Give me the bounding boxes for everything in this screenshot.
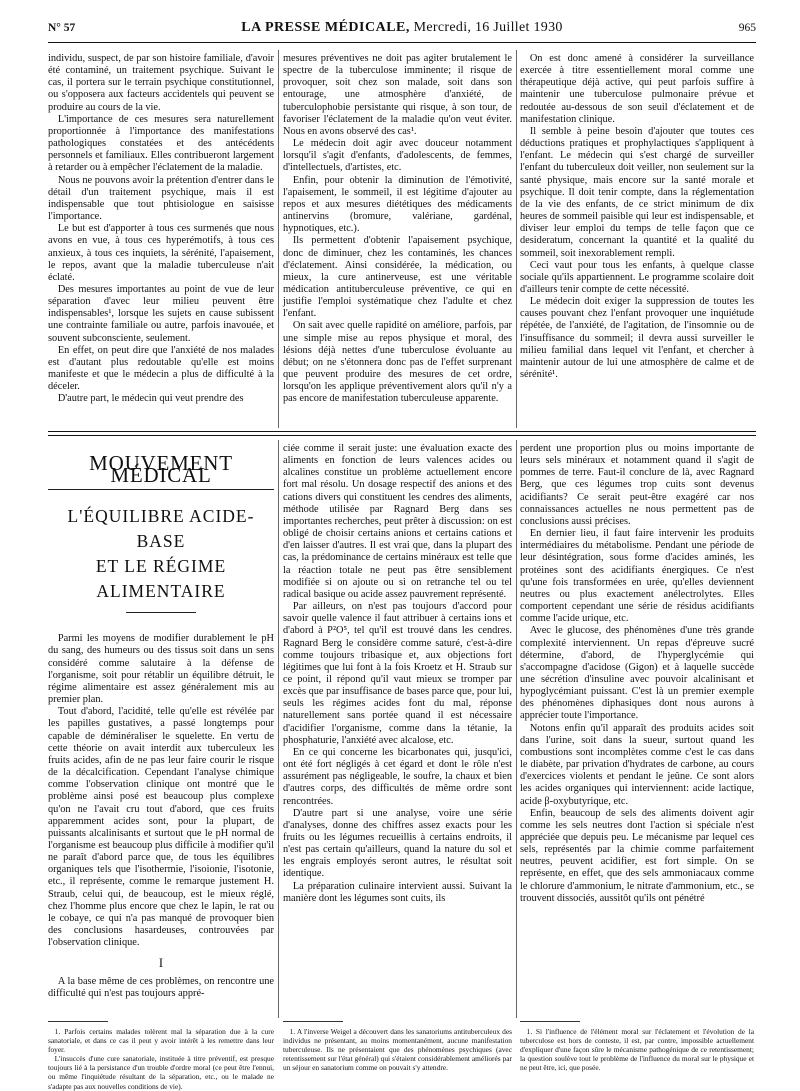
paragraph: On est donc amené à considérer la surveillance exercée à titre essentiellement moral comme une thérapeutique déjà active, qui peut parfois suffire à maintenir une tuberculose pulmonaire prévue et redoutée au-dessous de son seuil d'éclatement et de manifestation clinique.: [520, 53, 754, 125]
section-rule: [48, 435, 756, 436]
paragraph: L'importance de ces mesures sera naturellement proportionnée à l'importance des manifestations pathologiques constatées et des antécédents personnels et familiaux. Elles contribueront largement à retarder ou à empêcher l'éclatement de la maladie.: [48, 113, 274, 174]
paragraph: Le médecin doit exiger la suppression de toutes les causes pouvant chez l'enfant provoquer une inquiétude répétée, de l'anxiété, de l'agitation, de l'insomnie ou de l'insuffisance du sommeil; il devra aussi surveiller le milieu familial dans lequel vit l'enfant, et chercher à maintenir autour de lui une atmosphère de calme et de sérénité¹.: [520, 296, 754, 381]
paragraph: Des mesures importantes au point de vue de leur séparation d'avec leur milieu peuvent être indispensables¹, lorsque les sujets en cause subissent une contrainte familiale ou autre, parfois inavouée, et souvent subconsciente, seulement.: [48, 283, 274, 344]
paragraph: On sait avec quelle rapidité on améliore, parfois, par une simple mise au repos physique et moral, des lésions déjà nettes d'une tuberculose évoluante au début; on ne s'étonnera donc pas de l'effet surprenant que peuvent produire des mesures de cet ordre, lorsqu'on les applique préventivement alors qu'il n'y a pas encore de manifestation tuberculeuse apparente.: [283, 320, 512, 405]
paragraph: En dernier lieu, il faut faire intervenir les produits intermédiaires du métabolisme. Pendant une période de leur désintégration, sous forme d'acides aminés, les protéines sont des acidifiants énergiques. Ce n'est qu'une fois transformées en urée, qu'elles deviennent neutres ou plus exactement anélectrolytes. Elles comportent cependant une série de résidus acidifiants comme l'acide urique, etc.: [520, 528, 754, 625]
footnote: L'insuccès d'une cure sanatoriale, instituée à titre préventif, est presque toujours lié à la persistance d'un trouble d'ordre moral (ce peut être l'ennui, ou même l'inquiétude résultant de la séparation, etc., ou le malade ne s'adapte pas aux nouvelles conditions de vie).: [48, 1054, 274, 1091]
article-title: [48, 504, 274, 604]
footnote-rule: [48, 1021, 108, 1022]
section-title: MOUVEMENT MÉDICAL: [89, 451, 233, 488]
paragraph: Nous ne pouvons avoir la prétention d'entrer dans le détail d'un traitement psychique, mais il est indispensable que tout phtisiologue en saisisse l'importance.: [48, 174, 274, 223]
top-column-2: [283, 53, 512, 427]
column-divider: [278, 440, 279, 1018]
bottom-column-3: [520, 443, 754, 1015]
paragraph: Tout d'abord, l'acidité, telle qu'elle est révélée par les papilles gustatives, a passé longtemps pour capable de déminéraliser le squelette. En vertu de cette théorie on avait interdit aux tuberculeux les fruits acides, afin de ne pas leur faire courir le risque de la décalcification. Cependant l'analyse chimique comme l'observation clinique ont montré que le problème ainsi posé est beaucoup plus complexe qu'on ne l'avait cru tout d'abord, que ces fruits apparemment acides sont, pour la plupart, de puissants alcalinisants et surtout que le pH normal de l'organisme est beaucoup plus difficile à modifier qu'il ne paraît d'abord parce que, de tous les équilibres organiques tels que l'isothermie, l'isoionie, l'isotonie, etc., il représente, comme le remarque justement H. Straub, celui qui, de beaucoup, est le mieux réglé, chez l'homme plus encore que chez le lapin, le rat ou le cobaye, ce qui n'a pas manqué de provoquer bien des conclusions hasardeuses, controuvées par l'observation clinique.: [48, 706, 274, 949]
title-rule: [48, 489, 274, 490]
header-rule: [48, 42, 756, 43]
page-number: 965: [738, 22, 756, 34]
paragraph: Notons enfin qu'il apparaît des produits acides soit dans l'urine, soit dans la sueur, surtout quand les combustions sont incomplètes comme c'est le cas dans le diabète, par privation d'hydrates de carbone, au cours d'exercices violents et pendant le jeûne. Ce sont alors les acides organiques qui interviennent: acide lactique, acide β-oxybutyrique, etc.: [520, 722, 754, 807]
paragraph: En effet, on peut dire que l'anxiété de nos malades est d'autant plus redoutable qu'elle est moins manifeste et que le médecin a plus de difficulté à la déceler.: [48, 344, 274, 393]
running-header: [48, 18, 756, 40]
paragraph: D'autre part si une analyse, voire une série d'analyses, donne des chiffres assez exacts pour les fruits ou les légumes recueillis à certains endroits, il n'est pas certain qu'ailleurs, quand la nature du sol et les engrais employés seront autres, le résultat soit identique.: [283, 807, 512, 880]
issue-date: Mercredi, 16 Juillet 1930: [409, 20, 563, 35]
paragraph: Parmi les moyens de modifier durablement le pH du sang, des humeurs ou des tissus soit dans un sens considéré comme salutaire à la défense de l'organisme, soit pour rétablir un équilibre détruit, le régime alimentaire est assez généralement mis au premier plan.: [48, 633, 274, 706]
footnote: 1. A l'inverse Weigel a découvert dans les sanatoriums antituberculeux des individus ne présentant, au moins momentanément, aucune manifestation tuberculeuse. Ils ne présentaient que des phénomènes psychiques (avec retentissement sur l'état général) qui s'étaient considérablement améliorés par un séjour en sanatorium comme on pouvait s'y attendre.: [283, 1027, 512, 1073]
bottom-column-1: [48, 443, 274, 1015]
paragraph: Il semble à peine besoin d'ajouter que toutes ces déductions pratiques et prophylactiques s'appliquent à l'enfant. Le médecin qui s'est chargé de surveiller l'enfant du tuberculeux doit veiller, non seulement sur la santé physique, mais encore sur la santé morale et psychique. Il doit tenir compte, dans la réglementation de la vie des enfants, de ce strict minimum de dix heures de sommeil paisible qui leur est indispensable, et diviser leur emploi du temps de telle façon que ce desideratum, concernant la quantité et la qualité du sommeil, soit inexorablement rempli.: [520, 125, 754, 259]
paragraph: ciée comme il serait juste: une évaluation exacte des aliments en fonction de leurs valences acides ou alcalines constitue un problème actuellement encore fort mal résolu. Un dosage respectif des anions et des cations divers qui constituent les cendres des aliments, méthode utilisée par Ragnard Berg dans ses importantes recherches, peut prêter à discussion: on est obligé de choisir certains anions et certains cations et d'en laisser d'autres. Il est vrai que, dans la plupart des cas, la prédominance de certains minéraux est telle que la réaction totale ne peut pas être sensiblement modifiée si on ajoute ou si on retranche tel ou tel radical basique ou acide assez pauvrement représenté.: [283, 443, 512, 600]
paragraph: Le médecin doit agir avec douceur notamment lorsqu'il s'agit d'enfants, d'adolescents, de femmes, d'intellectuels, d'artistes, etc.: [283, 138, 512, 174]
title-rule: [126, 612, 196, 613]
section-number: I: [158, 956, 164, 971]
article-title-line: ET LE RÉGIME ALIMENTAIRE: [95, 556, 227, 602]
paragraph: La préparation culinaire intervient aussi. Suivant la manière dont les légumes sont cuits, ils: [283, 880, 512, 904]
paragraph: individu, suspect, de par son histoire familiale, d'avoir été contaminé, un traitement psychique. Suivant le cas, il portera sur le terrain psychique constitutionnel, ou s'opposera aux facteurs accidentels qui peuvent se produire au cours de la vie.: [48, 53, 274, 113]
footnotes-column-2: [283, 1027, 512, 1079]
journal-title: LA PRESSE MÉDICALE,: [241, 20, 410, 35]
paragraph: Avec le glucose, des phénomènes d'une très grande complexité interviennent. Un repas d'épreuve sucré détermine, d'abord, de l'hyperglycémie qui s'accompagne d'acidose (Gigon) et à laquelle succède une sécrétion d'insuline avec pouvoir alcalinisant et hypoglycémiant puissant. C'est là un premier exemple des phénomènes diphasiques dont nous aurons à apprécier toute l'importance.: [520, 625, 754, 722]
top-column-3: [520, 53, 754, 427]
paragraph: Le but est d'apporter à tous ces surmenés que nous avons en vue, à tous ces hyperémotifs, à tous ces anxieux, à tous ces inquiets, la sérénité, l'apaisement, le repos, avant que la maladie tuberculeuse n'ait éclaté.: [48, 223, 274, 283]
paragraph: A la base même de ces problèmes, on rencontre une difficulté qui n'est pas toujours appré-: [48, 975, 274, 999]
footnote: 1. Si l'influence de l'élément moral sur l'éclatement et l'évolution de la tuberculose est hors de conteste, il est, par contre, impossible actuellement d'expliquer d'une façon sûre le mécanisme pathogénique de ce retentissement; la question soulève tout le problème de l'influence du moral sur le physique et ne peut être, ici, que posée.: [520, 1027, 754, 1073]
paragraph: mesures préventives ne doit pas agiter brutalement le spectre de la tuberculose imminente; il risque de provoquer, soit chez son malade, soit dans son entourage, une atmosphère d'anxiété, de tuberculophobie persistante qui risque, à son tour, de favoriser l'éclatement de la maladie qu'on veut éviter. Nous en avons observé des cas¹.: [283, 53, 512, 137]
paragraph: Enfin, pour obtenir la diminution de l'émotivité, l'apaisement, le sommeil, il est légitime d'ajouter au repos et aux mesures diététiques des médicaments antinervins (bromure, valériane, gardénal, hypnotiques, etc.).: [283, 174, 512, 235]
footnotes-column-1: [48, 1027, 274, 1091]
article-title-line: L'ÉQUILIBRE ACIDE-BASE: [67, 506, 255, 552]
paragraph: perdent une proportion plus ou moins importante de leurs sels minéraux et notamment quand il s'agit de pommes de terre. Faut-il conclure de là, avec Ragnard Berg, que ces légumes trop cuits sont devenus acidifiants? Ce serait peut-être exagéré car nos connaissances actuelles ne nous permettent pas de conclusions aussi précises.: [520, 443, 754, 527]
journal-masthead: [48, 20, 756, 36]
top-column-1: [48, 53, 274, 427]
footnotes-column-3: [520, 1027, 754, 1079]
column-divider: [516, 440, 517, 1018]
issue-number: N° 57: [48, 22, 76, 34]
paragraph: D'autre part, le médecin qui veut prendre des: [57, 393, 244, 405]
footnote: 1. Parfois certains malades tolèrent mal la séparation due à la cure sanatoriale, et dans ce cas il peut y avoir intérêt à les remettre dans leur foyer.: [48, 1027, 274, 1055]
footnote-rule: [283, 1021, 343, 1022]
paragraph: Ceci vaut pour tous les enfants, à quelque classe sociale qu'ils appartiennent. Le programme scolaire doit d'ailleurs tenir compte de cette nécessité.: [520, 259, 754, 295]
paragraph: Par ailleurs, on n'est pas toujours d'accord pour savoir quelle valence il faut attribuer à certains ions et d'abord à P²O⁵, tel qu'il est trouvé dans les cendres. Ragnard Berg le considère comme saturé, c'est-à-dire comme toujours tribasique et, aux objections fort légitimes que lui font à la fois Kroetz et H. Straub sur ce point, il répond qu'il vaut mieux se tromper par excès que par insuffisance de bases parce que, pour lui, seuls les régimes acides font du mal, réponse naturellement sans portée quand il est nécessaire d'acidifier l'organisme, comme dans la tétanie, la phosphaturie, l'anxiété avec alcalose, etc.: [283, 601, 512, 746]
column-divider: [278, 50, 279, 428]
paragraph: Ils permettent d'obtenir l'apaisement psychique, donc de diminuer, chez les contaminés, les chances d'éclatement. Ainsi considérée, la médication, ou mieux, la cure antinerveuse, est une véritable médication antituberculeuse préventive, ce qui en justifie l'emploi systématique chez l'adulte et chez l'enfant.: [283, 235, 512, 320]
bottom-column-2: [283, 443, 512, 1015]
footnote-rule: [520, 1021, 580, 1022]
paragraph: En ce qui concerne les bicarbonates qui, jusqu'ici, ont été fort négligés à cet égard et dont le rôle n'est assurément pas négligeable, le soufre, la chaux et bien d'autres corps, des difficultés de même ordre sont rencontrées.: [283, 746, 512, 807]
section-rule: [48, 431, 756, 432]
column-divider: [516, 50, 517, 428]
paragraph: Enfin, beaucoup de sels des aliments doivent agir comme les sels neutres dont l'action si spéciale n'est appréciée que depuis peu. Le mécanisme par lequel ces sels, représentés par la chimie comme parfaitement neutres, peuvent acidifier, est fort simple. On se représente, en effet, que des sels ammoniacaux comme le chlorure d'ammonium, le nitrate d'ammonium, etc., se trouvent dissociés, aussitôt qu'ils ont pénétré: [520, 807, 754, 904]
